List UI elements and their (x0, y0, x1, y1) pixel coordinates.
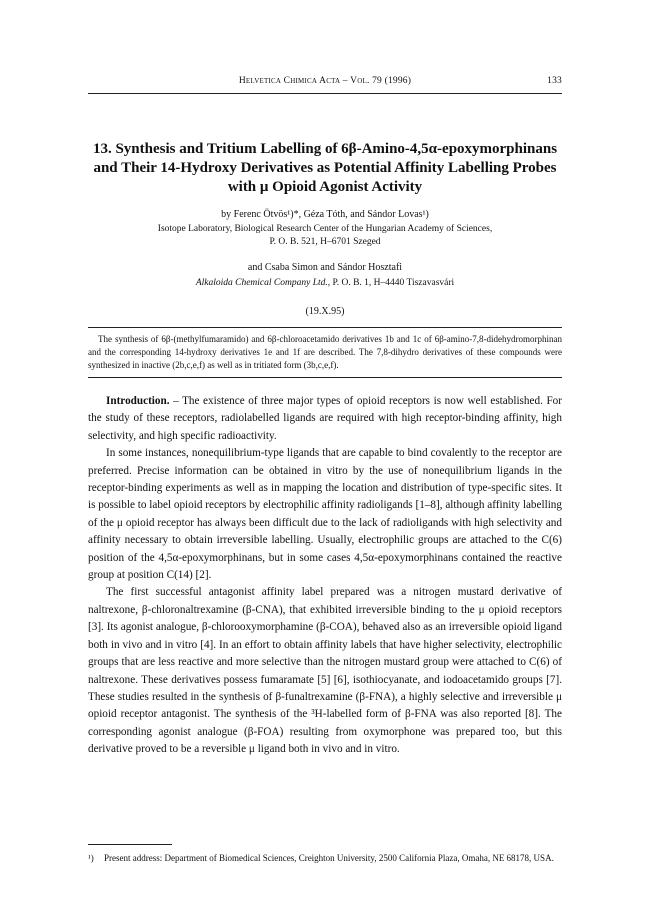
author-line-2: and Csaba Simon and Sándor Hosztafi (247, 262, 403, 273)
paragraph-2: In some instances, nonequilibrium-type ligands that are capable to bind covalently to the receptor are preferred. Precise information can be obtained in vitro by the use of nonequilibrium ligands in the receptor-binding experiments as well as in mapping the location and distribution of type-specific sites. It is possible to label opioid receptors by electrophilic affinity radioligands [1–8], although affinity labelling of the μ opioid receptor has always been difficult due to the lack of radioligands with high selectivity and affinity necessary to obtain irreversible labelling. Usually, electrophilic groups are attached to the C(6) position of the 4,5α-epoxymorphinans, but in some cases 4,5α-epoxymorphinans contained the reactive group at position C(14) [2]. (88, 447, 562, 582)
paragraph-1 (88, 393, 562, 445)
affiliation-1-line-1: Isotope Laboratory, Biological Research Center of the Hungarian Academy of Sciences, (157, 224, 493, 234)
page-number: 133 (547, 76, 562, 86)
footnote-text: Present address: Department of Biomedical Sciences, Creighton University, 2500 California Plaza, Omaha, NE 68178, USA. (104, 853, 554, 863)
footnote-mark: ¹) (88, 853, 94, 863)
affiliation-2 (88, 277, 562, 290)
affiliation-2-company: Alkaloida Chemical Company Ltd., (195, 278, 331, 288)
affiliation-1-line-2: P. O. B. 521, H–6701 Szeged (269, 237, 381, 247)
affiliation-1 (88, 223, 562, 249)
affiliation-2-address: P. O. B. 1, H–4440 Tiszavasvári (330, 278, 455, 288)
abstract-rule-top (88, 327, 562, 328)
footnote-rule (88, 844, 172, 845)
header-rule (88, 93, 562, 94)
section-heading-introduction: Introduction. (106, 395, 170, 407)
abstract: The synthesis of 6β-(methylfumaramido) and 6β-chloroacetamido derivatives 1b and 1c of 6β-amino-7,8-didehydromorphinan and the corresponding 14-hydroxy derivatives 1e and 1f are described. The 7,8-dihydro derivatives of these compounds were synthesized in inactive (2b,c,e,f) as well as in tritiated form (3b,c,e,f). (88, 334, 562, 370)
article-body (88, 393, 562, 759)
paragraph-1-text: – The existence of three major types of opioid receptors is now well established. For the study of these receptors, radiolabelled ligands are required with high receptor-binding affinity, high selectivity, and high specific radioactivity. (88, 395, 562, 442)
received-date: (19.X.95) (305, 306, 345, 317)
abstract-rule-bottom (88, 377, 562, 378)
footnote (88, 852, 562, 865)
running-head (88, 76, 562, 90)
journal-name: Helvetica Chimica Acta – Vol. 79 (1996) (238, 76, 412, 86)
paragraph-3: The first successful antagonist affinity label prepared was a nitrogen mustard derivative of naltrexone, β-chloronaltrexamine (β-CNA), that exhibited irreversible binding to the μ opioid receptors [3]. Its agonist analogue, β-chlorooxymorphamine (β-COA), behaved also as an irreversible opioid ligand both in vivo and in vitro [4]. In an effort to obtain affinity labels that have higher selectivity, electrophilic groups that are less reactive and more selective than the nitrogen mustard group were attached to C(6) of naltrexone. These derivatives possess fumaramate [5] [6], isothiocyanate, and iodoacetamido groups [7]. These studies resulted in the synthesis of β-funaltrexamine (β-FNA), a highly selective and irreversible μ opioid receptor antagonist. The synthesis of the ³H-labelled form of β-FNA was also reported [8]. The corresponding agonist analogue (β-FOA) resulting from oxymorphone was prepared too, but this derivative proved to be a reversible μ ligand both in vivo and in vitro. (88, 586, 562, 756)
article-title: 13. Synthesis and Tritium Labelling of 6β-Amino-4,5α-epoxymorphinans and Their 14-Hydroxy Derivatives as Potential Affinity Labelling Probes with μ Opioid Agonist Activity (92, 141, 558, 195)
author-line-1: by Ferenc Ötvös¹)*, Géza Tóth, and Sándor Lovas¹) (221, 209, 429, 220)
